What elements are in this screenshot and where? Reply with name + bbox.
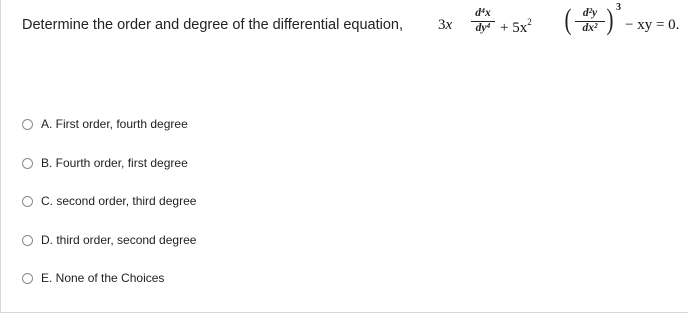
option-d[interactable] xyxy=(22,230,662,269)
equation-tail: − xy = 0. xyxy=(625,17,680,33)
answer-options xyxy=(22,114,662,307)
plus-5x: + 5x xyxy=(500,20,528,36)
option-label: E. None of the Choices xyxy=(41,271,165,285)
fraction-numerator: d²y xyxy=(582,7,598,19)
option-label: C. second order, third degree xyxy=(41,194,197,208)
option-label: A. First order, fourth degree xyxy=(41,117,188,131)
option-a[interactable] xyxy=(22,114,662,153)
equation-term-5x2 xyxy=(500,17,532,37)
fraction-denominator: dx² xyxy=(582,22,598,34)
fraction-denominator: dy⁴ xyxy=(475,22,491,34)
question-stem xyxy=(22,0,687,56)
question-text: Determine the order and degree of the differential equation, xyxy=(22,17,404,33)
left-parenthesis: ( xyxy=(564,3,572,36)
option-c[interactable] xyxy=(22,191,662,230)
radio-button[interactable] xyxy=(22,119,33,130)
radio-button[interactable] xyxy=(22,158,33,169)
var-x: x xyxy=(445,17,453,33)
option-label: D. third order, second degree xyxy=(41,232,197,247)
fraction-d2y-dx2 xyxy=(575,8,605,34)
radio-button[interactable] xyxy=(22,273,33,284)
radio-button[interactable] xyxy=(22,235,33,246)
exponent-2: 2 xyxy=(527,17,532,27)
option-label: B. Fourth order, first degree xyxy=(41,155,188,170)
option-b[interactable] xyxy=(22,153,662,192)
right-parenthesis: ) xyxy=(606,3,614,36)
fraction-numerator: d⁴x xyxy=(475,7,491,19)
radio-button[interactable] xyxy=(22,196,33,207)
outer-exponent: 3 xyxy=(616,2,621,13)
fraction-d4x-dy4 xyxy=(471,8,495,34)
coef-3: 3 xyxy=(438,17,446,33)
equation-term-3x xyxy=(438,17,452,34)
option-e[interactable] xyxy=(22,268,662,307)
